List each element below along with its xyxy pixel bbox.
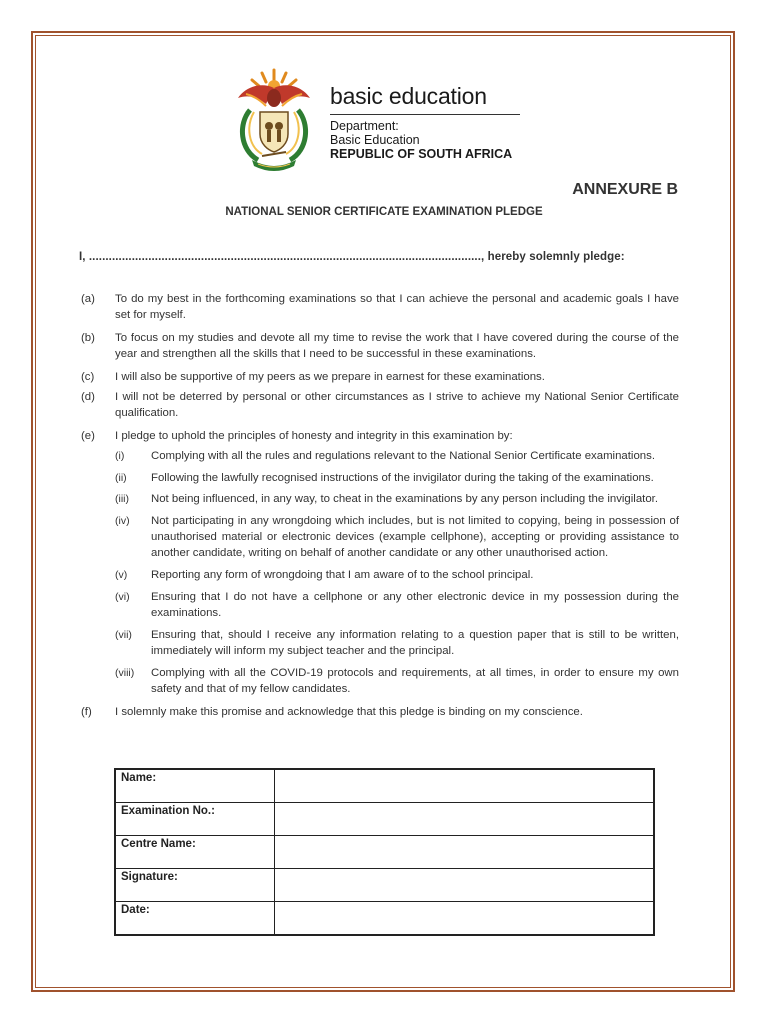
annexure-heading: ANNEXURE B — [572, 181, 678, 198]
item-label: (f) — [81, 706, 92, 718]
centre-name-field[interactable] — [275, 836, 655, 869]
item-label: (d) — [81, 391, 95, 403]
item-text: I solemnly make this promise and acknowledge that this pledge is binding on my conscience. — [115, 706, 583, 718]
coat-of-arms-logo — [232, 64, 316, 176]
table-row — [115, 836, 654, 869]
date-field[interactable] — [275, 901, 655, 935]
name-label: Name: — [115, 769, 275, 803]
candidate-details-table — [114, 768, 655, 936]
sub-item-label: (vi) — [115, 591, 130, 603]
table-row — [115, 901, 654, 935]
sub-item-text: Ensuring that, should I receive any information relating to a question paper that is still to be written, immediately will inform my subject teacher and the principal. — [151, 629, 679, 657]
item-label: (a) — [81, 293, 95, 305]
sub-item-text: Not participating in any wrongdoing which includes, but is not limited to copying, being in possession of unauthorised material or electronic devices (example cellphone), accepting or providing assistance to another candidate, writing on behalf of another candidate or any other unauthorised action. — [151, 515, 679, 559]
signature-field[interactable] — [275, 868, 655, 901]
sub-item-label: (vii) — [115, 629, 132, 641]
table-row — [115, 868, 654, 901]
pledge-intro: I, ......................................................................................................................., hereby solemnly pledge: — [79, 251, 625, 263]
exam-no-field[interactable] — [275, 803, 655, 836]
sub-item-label: (i) — [115, 450, 125, 462]
item-text: To focus on my studies and devote all my time to revise the work that I have covered during the course of the year and strengthen all the skills that I need to be successful in these examinations. — [115, 332, 679, 360]
table-row — [115, 769, 654, 803]
sub-item-label: (viii) — [115, 667, 135, 679]
country-name: REPUBLIC OF SOUTH AFRICA — [330, 147, 513, 161]
sub-item-text: Ensuring that I do not have a cellphone or any other electronic device in my possession during the examinations. — [151, 591, 679, 619]
item-label: (b) — [81, 332, 95, 344]
department-name: Basic Education — [330, 133, 420, 147]
sub-item-text: Reporting any form of wrongdoing that I am aware of to the school principal. — [151, 569, 534, 581]
centre-name-label: Centre Name: — [115, 836, 275, 869]
item-label: (e) — [81, 430, 95, 442]
department-label: Department: — [330, 119, 399, 133]
sub-item-label: (v) — [115, 569, 128, 581]
sub-item-text: Complying with all the COVID-19 protocols and requirements, at all times, in order to ensure my own safety and that of my fellow candidates. — [151, 667, 679, 695]
signature-label: Signature: — [115, 868, 275, 901]
item-text: To do my best in the forthcoming examinations so that I can achieve the personal and academic goals I have set for myself. — [115, 293, 679, 321]
department-block — [330, 119, 512, 161]
item-text: I pledge to uphold the principles of honesty and integrity in this examination by: — [115, 430, 513, 442]
sub-item-text: Following the lawfully recognised instructions of the invigilator during the taking of the examinations. — [151, 472, 654, 484]
sub-item-text: Not being influenced, in any way, to cheat in the examinations by any person including the invigilator. — [151, 493, 658, 505]
sub-item-label: (ii) — [115, 472, 127, 484]
date-label: Date: — [115, 901, 275, 935]
item-label: (c) — [81, 371, 95, 383]
exam-no-label: Examination No.: — [115, 803, 275, 836]
sub-item-text: Complying with all the rules and regulations relevant to the National Senior Certificate examinations. — [151, 450, 655, 462]
name-field[interactable] — [275, 769, 655, 803]
brand-underline — [330, 114, 520, 115]
item-text: I will also be supportive of my peers as we prepare in earnest for these examinations. — [115, 371, 545, 383]
sub-item-label: (iv) — [115, 515, 130, 527]
brand-title: basic education — [330, 83, 487, 109]
item-text: I will not be deterred by personal or other circumstances as I strive to achieve my National Senior Certificate qualification. — [115, 391, 679, 419]
document-title: NATIONAL SENIOR CERTIFICATE EXAMINATION PLEDGE — [225, 206, 543, 218]
table-row — [115, 803, 654, 836]
sub-item-label: (iii) — [115, 493, 129, 505]
